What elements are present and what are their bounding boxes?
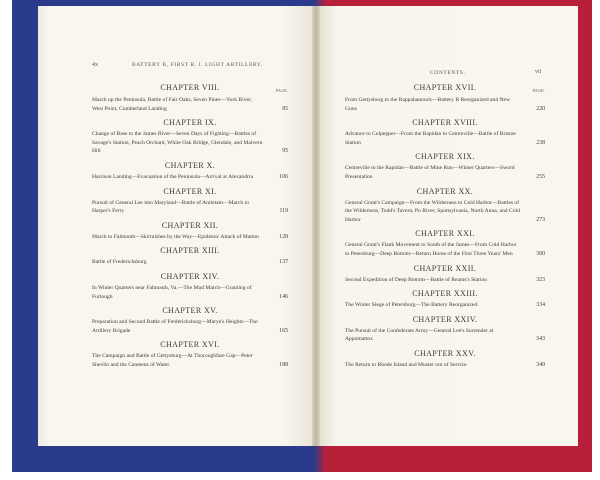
chapter-page-number: 349 xyxy=(536,361,545,368)
chapter-page-number: 220 xyxy=(536,105,545,112)
chapter-heading: CHAPTER XX. xyxy=(416,186,474,196)
chapter-heading: CHAPTER XXIII. xyxy=(412,289,478,299)
chapter-description: Pursuit of General Lee into Maryland—Battle of Antietam—March to Harper's Ferry xyxy=(92,199,249,215)
chapter-description: The Pursuit of the Confederate Army—General Lee's Surrender at Appomattox xyxy=(345,327,494,343)
chapter-page-number: 238 xyxy=(536,139,545,146)
chapter-heading: CHAPTER XII. xyxy=(161,220,219,230)
contents-entry xyxy=(92,173,288,182)
contents-entry xyxy=(92,233,288,242)
contents-entry xyxy=(92,199,288,216)
left-contents-list xyxy=(92,78,288,370)
chapter-heading: CHAPTER XV. xyxy=(162,306,218,316)
chapter-description: Second Expedition of Deep Bottom—Battle of Reams's Station xyxy=(345,276,487,283)
chapter-description: Preparation and Second Battle of Fredericksburg—Marye's Heights—The Artillery Brigade xyxy=(92,319,258,334)
chapter-page-number: 323 xyxy=(536,276,545,283)
cover-left-edge xyxy=(12,0,38,472)
contents-entry xyxy=(92,258,288,267)
chapter-description: March to Falmouth—Skirmishes by the Way—Epidemic Attack of Matton xyxy=(92,233,259,240)
chapter-heading: CHAPTER XVII. xyxy=(413,83,477,92)
contents-entry xyxy=(345,361,545,370)
chapter-page-number: 137 xyxy=(279,259,288,266)
chapter-description: Advance to Culpepper—From the Rapidan to Centreville—Battle of Bristoe Station xyxy=(345,131,516,146)
chapter-description: The Winter Siege of Petersburg—The Battery Reorganized. xyxy=(345,302,479,309)
page-column-label: PAGE. xyxy=(275,88,288,93)
right-running-head: CONTENTS. xyxy=(430,70,466,76)
chapter-description: Harrison Landing—Evacuation of the Peninsula—Arrival at Alexandria xyxy=(92,173,253,180)
chapter-heading: CHAPTER XIII. xyxy=(160,246,220,256)
chapter-heading: CHAPTER XIV. xyxy=(160,271,220,281)
chapter-page-number: 300 xyxy=(536,250,545,257)
right-contents-list xyxy=(345,78,545,370)
contents-entry xyxy=(92,96,288,113)
chapter-page-number: 106 xyxy=(279,173,288,180)
chapter-description: General Grant's Flank Movement to South of the James—From Cold Harbor to Petersburg—Deep Bottom—Return Home of the First Three Years' Men xyxy=(345,242,517,257)
page-column-label: PAGE. xyxy=(532,88,545,93)
contents-entry xyxy=(92,130,288,156)
contents-entry xyxy=(345,301,545,310)
chapter-page-number: 95 xyxy=(282,148,288,155)
contents-entry xyxy=(345,96,545,113)
contents-entry xyxy=(345,327,545,344)
chapter-description: The Return to Rhode Island and Muster out of Service xyxy=(345,361,467,368)
chapter-heading: CHAPTER VIII. xyxy=(160,83,220,92)
left-page-number: 4x xyxy=(92,62,98,68)
chapter-page-number: 273 xyxy=(536,216,545,223)
chapter-heading: CHAPTER XXIV. xyxy=(412,314,478,324)
chapter-page-number: 343 xyxy=(536,336,545,343)
contents-entry xyxy=(345,199,545,225)
chapter-description: Battle of Fredericksburg xyxy=(92,259,147,266)
chapter-page-number: 128 xyxy=(279,233,288,240)
contents-entry xyxy=(345,241,545,258)
contents-entry xyxy=(345,276,545,285)
chapter-heading: CHAPTER XVI. xyxy=(160,340,220,350)
contents-entry xyxy=(92,284,288,301)
chapter-page-number: 85 xyxy=(282,105,288,112)
chapter-page-number: 334 xyxy=(536,302,545,309)
chapter-heading: CHAPTER XIX. xyxy=(415,152,475,162)
chapter-description: From Gettysburg to the Rappahannock—Battery B Reorganized and New Guns xyxy=(345,97,511,112)
book-gutter xyxy=(312,6,320,446)
chapter-heading: CHAPTER X. xyxy=(164,160,216,170)
chapter-heading: CHAPTER XXII. xyxy=(413,263,477,273)
chapter-heading: CHAPTER XXV. xyxy=(414,348,476,358)
chapter-description: March up the Peninsula, Battle of Fair Oaks, Seven Pines—York River, West Point, Cumberland Landing xyxy=(92,97,253,112)
chapter-description: General Grant's Campaign—From the Wilderness to Cold Harbor—Battles of the Wilderness, Todd's Tavern, Po River, Spottsylvania, North Anna, and Cold Harbor xyxy=(345,199,520,223)
chapter-page-number: 165 xyxy=(279,327,288,334)
left-running-head: BATTERY B, FIRST R. I. LIGHT ARTILLERY. xyxy=(132,62,263,68)
cover-right-edge xyxy=(576,0,592,472)
chapter-page-number: 146 xyxy=(279,293,288,300)
contents-entry xyxy=(92,352,288,369)
contents-entry xyxy=(345,164,545,181)
chapter-heading: CHAPTER XVIII. xyxy=(412,118,478,128)
chapter-description: Change of Base to the James River—Seven Days of Fighting—Battles of Savage's Station, Peach Orchard, White Oak Bridge, Glendale, and Malvern Hill xyxy=(92,131,263,155)
cover-bottom-edge xyxy=(12,446,592,472)
chapter-page-number: 255 xyxy=(536,173,545,180)
chapter-description: In Winter Quarters near Falmouth, Va.—The Mud March—Granting of Furlough xyxy=(92,284,252,300)
chapter-page-number: 188 xyxy=(279,361,288,368)
contents-entry xyxy=(92,318,288,335)
right-page-number: vii xyxy=(535,69,542,75)
contents-entry xyxy=(345,130,545,147)
chapter-page-number: 119 xyxy=(279,208,288,215)
chapter-description: Centreville to the Rapidan—Battle of Mine Run—Winter Quarters—Sword Presentation xyxy=(345,165,515,180)
chapter-heading: CHAPTER XI. xyxy=(163,186,217,196)
chapter-description: The Campaign and Battle of Gettysburg—At Thoroughfare Gap—Peter Shevlin and the Canteens of Water xyxy=(92,353,253,368)
chapter-heading: CHAPTER XXI. xyxy=(415,229,475,239)
chapter-heading: CHAPTER IX. xyxy=(163,118,217,128)
